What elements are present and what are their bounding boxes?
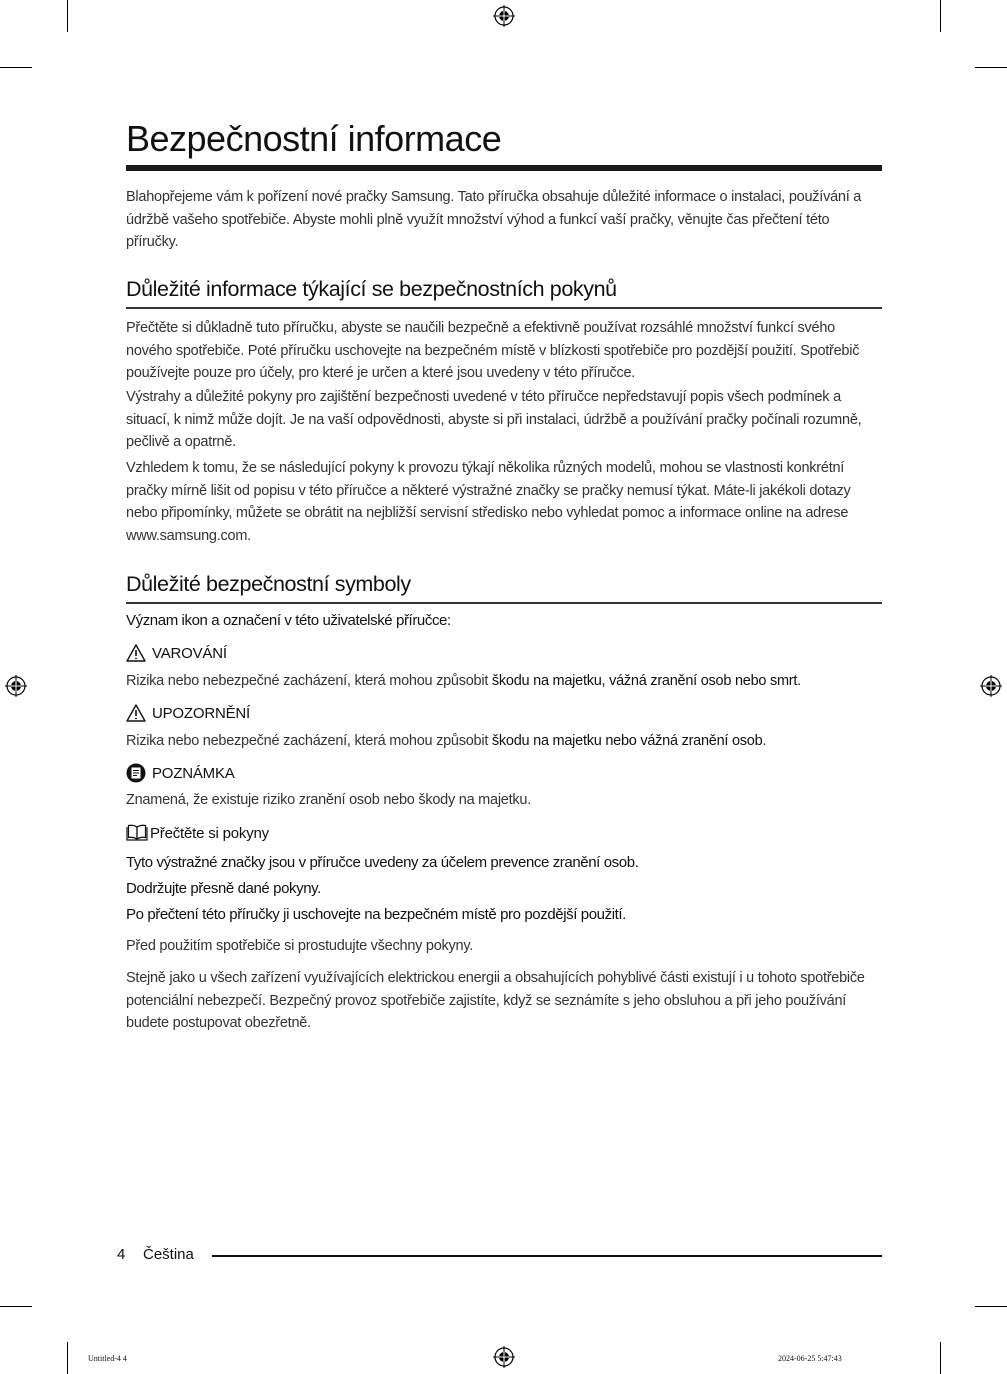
footer-rule (212, 1255, 882, 1257)
crop-mark (0, 1306, 32, 1307)
section-rule (126, 307, 882, 309)
final-safety-paragraph: Stejně jako u všech zařízení využívajících elektrickou energii a obsahujících pohyblivé části existují i u tohoto spotřebiče potenciální nebezpečí. Bezpečný provoz spotřebiče zajistíte, když se seznámíte s jeho obsluhou a při jeho používání budete postupovat obezřetně. (126, 970, 865, 1031)
warning-text: Rizika nebo nebezpečné zacházení, která mohou způsobit (126, 673, 492, 689)
caution-description (126, 733, 766, 749)
read-before-use-paragraph: Před použitím spotřebiče si prostudujte všechny pokyny. (126, 938, 474, 954)
warning-label (126, 642, 227, 664)
crop-mark (67, 1342, 68, 1374)
section1-paragraph-3: Vzhledem k tomu, že se následující pokyny k provozu týkají několika různých modelů, mohou se vlastnosti konkrétní pračky mírně lišit od popisu v této příručce a některé výstražné značky se pračky nemusí týkat. Máte-li jakékoli dotazy nebo připomínky, můžete se obrátit na nejbližší servisní středisko nebo vyhledat pomoc a informace online na adrese www.samsung.com. (126, 460, 851, 544)
note-label-text: POZNÁMKA (152, 764, 235, 782)
section-heading-safety-instructions: Důležité informace týkající se bezpečnostních pokynů (126, 277, 617, 301)
print-mark-left: Untitled-4 4 (88, 1354, 127, 1363)
section-heading-safety-symbols: Důležité bezpečnostní symboly (126, 572, 411, 596)
bold-instruction-2: Dodržujte přesně dané pokyny. (126, 880, 321, 897)
read-instructions-label (126, 822, 269, 844)
title-rule (126, 165, 882, 171)
page-number: 4 (117, 1246, 126, 1263)
bold-instruction-3: Po přečtení této příručky ji uschovejte na bezpečném místě pro pozdější použití. (126, 906, 626, 923)
crop-mark (940, 1342, 941, 1374)
caution-end: . (762, 733, 767, 749)
warning-bold-text: škodu na majetku, vážná zranění osob nebo smrt (491, 673, 798, 689)
note-icon (126, 763, 146, 783)
caution-label-text: UPOZORNĚNÍ (152, 704, 251, 722)
crop-mark (975, 1306, 1007, 1307)
crop-mark (940, 0, 941, 32)
crop-mark (67, 0, 68, 32)
note-description: Znamená, že existuje riziko zranění osob nebo škody na majetku. (126, 792, 531, 808)
print-mark-right: 2024-06-25 5:47:43 (778, 1354, 842, 1363)
warning-triangle-icon (126, 644, 146, 662)
bold-instruction-1: Tyto výstražné značky jsou v příručce uvedeny za účelem prevence zranění osob. (126, 854, 639, 871)
registration-mark-icon (493, 5, 515, 27)
warning-triangle-icon (126, 704, 146, 722)
book-icon (126, 824, 148, 842)
read-instructions-label-text: Přečtěte si pokyny (150, 824, 269, 842)
registration-mark-icon (493, 1346, 515, 1368)
warning-label-text: VAROVÁNÍ (152, 644, 227, 662)
registration-mark-icon (5, 675, 27, 697)
crop-mark (0, 67, 32, 68)
section1-paragraph-1: Přečtěte si důkladně tuto příručku, abyste se naučili bezpečně a efektivně používat rozsáhlé množství funkcí svého nového spotřebiče. Poté příručku uschovejte na bezpečném místě v blízkosti spotřebiče pro pozdější použití. Spotřebič používejte pouze pro účely, pro které je určen a které jsou uvedeny v této příručce. (126, 320, 860, 381)
crop-mark (975, 67, 1007, 68)
caution-text: Rizika nebo nebezpečné zacházení, která mohou způsobit (126, 733, 492, 749)
section1-paragraph-2: Výstrahy a důležité pokyny pro zajištění bezpečnosti uvedené v této příručce nepředstavují popis všech podmínek a situací, k nimž může dojít. Je na vaší odpovědnosti, abyste si při instalaci, údržbě a používání pračky počínali rozumně, pečlivě a opatrně. (126, 389, 862, 450)
intro-paragraph: Blahopřejeme vám k pořízení nové pračky Samsung. Tato příručka obsahuje důležité informace o instalaci, používání a údržbě vašeho spotřebiče. Abyste mohli plně využít množství výhod a funkcí vaší pračky, věnujte čas přečtení této příručky. (126, 189, 862, 250)
section-rule (126, 602, 882, 604)
warning-end: . (797, 673, 801, 689)
caution-bold-text: škodu na majetku nebo vážná zranění osob (491, 733, 763, 749)
registration-mark-icon (980, 675, 1002, 697)
note-label (126, 762, 235, 784)
footer-language: Čeština (143, 1246, 194, 1263)
warning-description (126, 673, 801, 689)
caution-label (126, 702, 250, 724)
page-title: Bezpečnostní informace (126, 118, 502, 159)
symbols-subheading: Význam ikon a označení v této uživatelské příručce: (126, 612, 451, 629)
